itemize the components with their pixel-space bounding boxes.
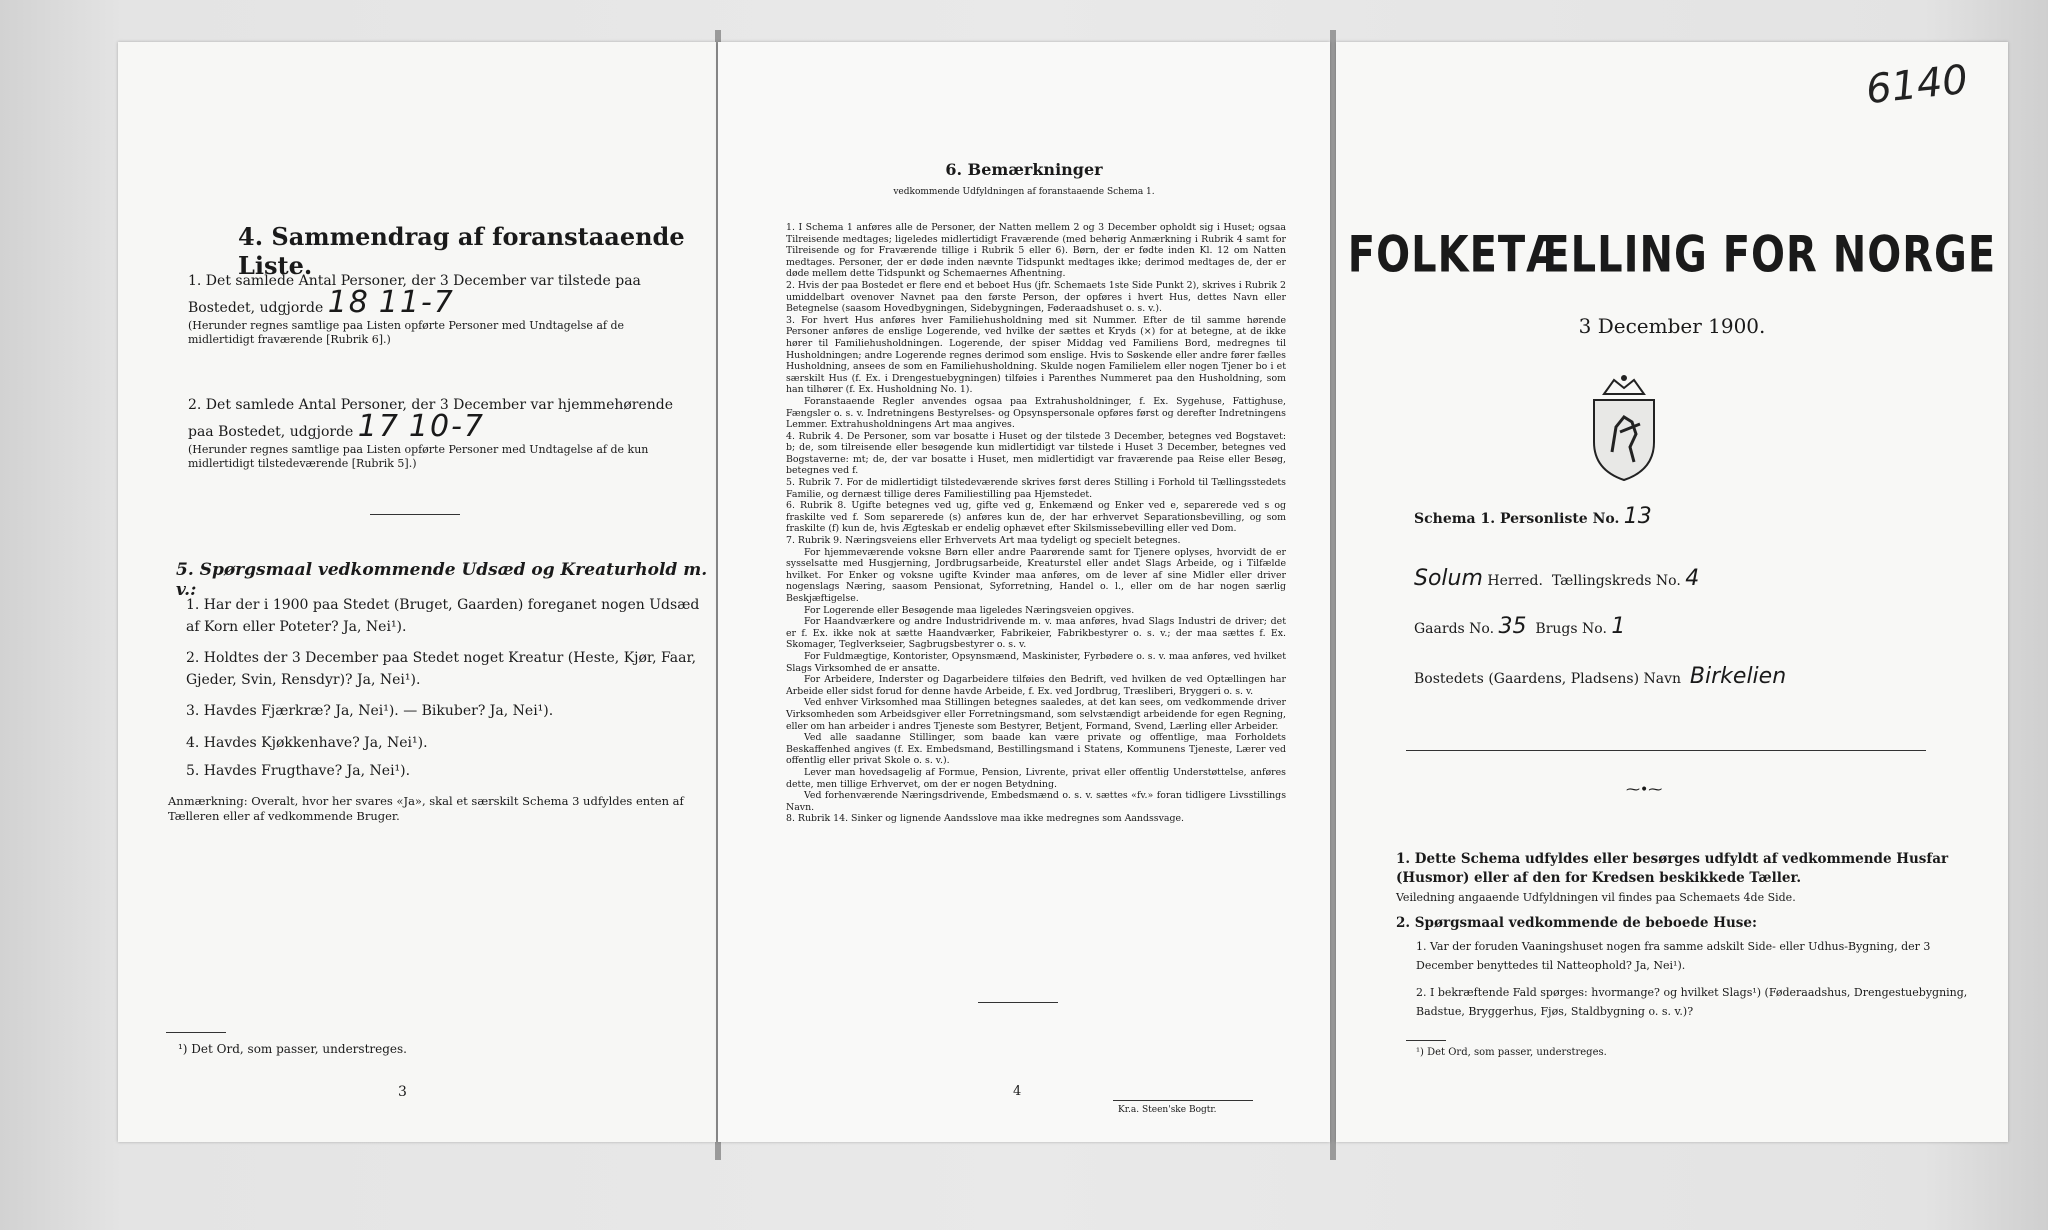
archive-number: 6140 — [1863, 56, 1970, 114]
bosted-value: Birkelien — [1689, 664, 1787, 689]
remark-paragraph: Lever man hovedsagelig af Formue, Pension, Livrente, privat eller offentlig Understøttelse, anføres dette, men tillige Erhvervet, om der er nogen Betydning. — [786, 766, 1286, 790]
footnote-rule — [1406, 1040, 1446, 1041]
instruction-2-text: 2. Spørgsmaal vedkommende de beboede Huse: — [1396, 915, 1757, 931]
remark-paragraph: Ved alle saadanne Stillinger, som baade kan være private og offentlige, maa Forholdets Beskaffenhed angives (f. Ex. Embedsmand, Bestillingsmand i Statens, Kommunens Tjeneste, Lærer ved offentlig eller privat Skole o. s. v.). — [786, 732, 1286, 767]
separator-line — [1406, 750, 1926, 751]
anmerkning: Anmærkning: Overalt, hvor her svares «Ja», skal et særskilt Schema 3 udfyldes enten af Tælleren eller af vedkommende Bruger. — [168, 794, 684, 823]
kreds-label: Tællingskreds No. — [1551, 573, 1681, 589]
remark-paragraph: 7. Rubrik 9. Næringsveiens eller Erhvervets Art maa tydeligt og specielt betegnes. — [786, 535, 1181, 547]
brugs-label: Brugs No. — [1535, 621, 1607, 637]
section5-q2: 2. Holdtes der 3 December paa Stedet noget Kreatur (Heste, Kjør, Faar, Gjeder, Svin, Rensdyr)? Ja, Nei¹). — [186, 650, 697, 688]
instruction-1-note: Veiledning angaaende Udfyldningen vil findes paa Schemaets 4de Side. — [1396, 891, 1796, 904]
instruction-2-q2: 2. I bekræftende Fald spørges: hvormange? og hvilket Slags¹) (Føderaadshus, Drengestuebygning, Badstue, Bryggerhus, Fjøs, Staldbygning o. s. v.)? — [1416, 986, 1968, 1018]
summary-q1-text: 1. Det samlede Antal Personer, der 3 December var tilstede paa Bostedet, udgjorde — [188, 273, 641, 316]
brugs-value: 1 — [1611, 614, 1626, 639]
gaards-label: Gaards No. — [1414, 621, 1495, 637]
section5-q1: 1. Har der i 1900 paa Stedet (Bruget, Gaarden) foreganet nogen Udsæd af Korn eller Poteter? Ja, Nei¹). — [186, 597, 700, 635]
summary-q2-value-a: 17 — [357, 409, 400, 444]
remark-paragraph: 5. Rubrik 7. For de midlertidigt tilstedeværende skrives først deres Stilling i Forhold til Tællingsstedets Familie, og dernæst tillige deres Familiestilling paa Hjemstedet. — [786, 477, 1286, 500]
herred-label: Herred. — [1487, 573, 1543, 589]
bosted-label: Bostedets (Gaardens, Pladsens) Navn — [1414, 671, 1682, 687]
summary-q2-text: 2. Det samlede Antal Personer, der 3 December var hjemmehørende paa Bostedet, udgjorde — [188, 397, 674, 440]
gaards-value: 35 — [1498, 614, 1527, 639]
summary-q2 — [188, 394, 688, 471]
section4-title: 4. Sammendrag af foranstaaende Liste. — [238, 222, 685, 280]
instruction-1-text: 1. Dette Schema udfyldes eller besørges udfyldt af vedkommende Husfar (Husmor) eller af den for Kredsen beskikkede Tæller. — [1396, 851, 1949, 886]
footnote: ¹) Det Ord, som passer, understreges. — [1416, 1047, 1607, 1058]
census-title: FOLKETÆLLING FOR NORGE — [1347, 226, 1997, 284]
remark-paragraph: 6. Rubrik 8. Ugifte betegnes ved ug, gifte ved g, Enkemænd og Enker ved e, separerede ved s og fraskilte ved f. Som separerede (s) anføres kun de, der har erhvervet Separationsbevilling, og som fraskilte (f) kun de, hvis Ægteskab er endelig ophævet efter Skilsmissebevilling eller ved Dom. — [786, 500, 1286, 535]
bosted-line — [1414, 664, 1786, 689]
remark-paragraph: For Arbeidere, Inderster og Dagarbeidere tilføies den Bedrift, ved hvilken de ved Optællingen har Arbeide eller sidst forud for denne havde Arbeide, f. Ex. ved Jordbrug, Træsliberi, Bryggeri o. s. v. — [786, 674, 1286, 697]
gaards-line — [1414, 614, 1625, 639]
footnote-rule — [166, 1032, 226, 1033]
summary-q2-value-b: 10-7 — [408, 409, 485, 444]
page-4 — [718, 42, 1330, 1142]
personliste-number: 13 — [1623, 504, 1652, 529]
summary-q1-value-a: 18 — [327, 285, 370, 320]
remark-paragraph: For Fuldmægtige, Kontorister, Opsynsmænd, Maskinister, Fyrbødere o. s. v. maa anføres, ved hvilket Slags Virksomhed de er ansatte. — [786, 650, 1286, 674]
herred-value: Solum — [1414, 566, 1483, 591]
remark-paragraph: 4. Rubrik 4. De Personer, som var bosatte i Huset og der tilstede 3 December, betegnes ved Bogstavet: b; de, som tilreisende eller besøgende kun midlertidigt var tilstede i Huset 3 December, betegnes ved Bogstaverne: mt; de, der var bosatte i Huset, men midlertidigt var fraværende paa Reise eller Besøg, betegnes ved f. — [786, 430, 1286, 477]
instruction-2 — [1396, 914, 1986, 1021]
section5-q4: 4. Havdes Kjøkkenhave? Ja, Nei¹). — [186, 735, 428, 751]
remark-paragraph: For Haandværkere og andre Industridrivende m. v. maa anføres, hvad Slags Industri de driver; det er f. Ex. ikke nok at sætte Haandværker, Fabrikeier, Fabrikbestyrer o. s. v.; der maa sættes f. Ex. Skomager, Teglverkseier, Sagbrugsbestyrer o. s. v. — [786, 616, 1286, 651]
divider — [978, 1002, 1058, 1003]
remark-paragraph: 1. I Schema 1 anføres alle de Personer, der Natten mellem 2 og 3 December opholdt sig i Huset; ogsaa Tilreisende medtages; ligeledes midlertidigt Fraværende (med behørig Anmærkning i Rubrik 4 samt for Tilreisende og for Fraværende tillige i Rubrik 5 eller 6). Børn, der er fødte inden Kl. 12 om Natten medtages. Personer, der er døde inden nævnte Tidspunkt medtages ikke; derimod medtages de, der er døde mellem dette Tidspunkt og Schemaernes Afhentning. — [786, 222, 1286, 280]
section5-title: 5. Spørgsmaal vedkommende Udsæd og Kreaturhold m. v.: — [176, 560, 708, 600]
kreds-value: 4 — [1685, 566, 1700, 591]
ornament-icon: ⁓•⁓ — [1626, 782, 1663, 798]
footnote: ¹) Det Ord, som passer, understreges. — [178, 1042, 407, 1056]
remark-paragraph: Foranstaaende Regler anvendes ogsaa paa Extrahusholdninger, f. Ex. Sygehuse, Fattighuse, Fængsler o. s. v. Indretningens Bestyrelses- og Opsynspersonale opføres først og derefter Indretningens Lemmer. Extrahusholdningens Art maa angives. — [786, 395, 1286, 431]
page-3 — [118, 42, 716, 1142]
section5-q5: 5. Havdes Frugthave? Ja, Nei¹). — [186, 763, 411, 779]
summary-q2-note: (Herunder regnes samtlige paa Listen opførte Personer med Undtagelse af de kun midlertidigt tilstedeværende [Rubrik 5].) — [188, 443, 649, 470]
summary-q1-note: (Herunder regnes samtlige paa Listen opførte Personer med Undtagelse af de midlertidigt fraværende [Rubrik 6].) — [188, 319, 625, 346]
section5-q3: 3. Havdes Fjærkræ? Ja, Nei¹). — Bikuber? Ja, Nei¹). — [186, 703, 554, 719]
remark-paragraph: 8. Rubrik 14. Sinker og lignende Aandsslove maa ikke medregnes som Aandssvage. — [786, 813, 1185, 825]
summary-q1 — [188, 270, 688, 347]
remarks-body — [786, 222, 1286, 825]
printer-rule — [1113, 1100, 1253, 1101]
remark-paragraph: 2. Hvis der paa Bostedet er flere end et beboet Hus (jfr. Schemaets 1ste Side Punkt 2), skrives i Rubrik 2 umiddelbart ovenover Navnet paa den første Person, der opføres i hvert Hus, dettes Navn eller Betegnelse (saasom Hovedbygningen, Sidebygningen, Føderaadshuset o. s. v.). — [786, 279, 1286, 315]
remark-paragraph: 3. For hvert Hus anføres hver Familiehusholdning med sit Nummer. Efter de til samme hørende Personer anføres de enslige Logerende, ved hvilke der sættes et Kryds (×) for at betegne, at de ikke hører til Familiehusholdningen. Logerende, der spiser Middag ved Familiens Bord, medregnes til Husholdningen; andre Logerende regnes derimod som enslige. Hvis to Søskende eller andre fører fælles Husholdning, ansees de som en Familiehusholdning. Skulde nogen Familielem eller nogen Tjener bo i et særskilt Hus (f. Ex. i Drengestuebygningen) tilføies i Parenthes Nummeret paa den Husholdning, som han tilhører (f. Ex. Husholdning No. 1). — [786, 314, 1286, 396]
cover-page — [1336, 42, 2008, 1142]
page-number: 4 — [1013, 1084, 1022, 1099]
remark-paragraph: For Logerende eller Besøgende maa ligeledes Næringsveien opgives. — [804, 604, 1135, 616]
summary-q1-value-b: 11-7 — [378, 285, 455, 320]
census-date: 3 December 1900. — [1578, 314, 1766, 338]
remark-paragraph: Ved enhver Virksomhed maa Stillingen betegnes saaledes, at det kan sees, om vedkommende driver Virksomheden som Arbeidsgiver eller Forretningsmand, som selvstændigt arbeidende for egen Regning, eller om han arbeider i andres Tjeneste som Bestyrer, Betjent, Formand, Svend, Lærling eller Arbeider. — [786, 697, 1286, 732]
printer-imprint: Kr.a. Steen'ske Bogtr. — [1118, 1105, 1217, 1115]
remarks-title: 6. Bemærkninger — [945, 160, 1103, 179]
instruction-1 — [1396, 850, 1986, 907]
schema-line — [1414, 504, 1652, 529]
remark-paragraph: For hjemmeværende voksne Børn eller andre Paarørende samt for Tjenere oplyses, hvorvidt de er sysselsatte med Husgjerning, Jordbrugsarbeide, Kreaturstel eller andet Slags Arbeide, og i Tilfælde hvilket. For Enker og voksne ugifte Kvinder maa anføres, om de lever af sine Midler eller driver nogenslags Næring, saasom Pensionat, Syforretning, Handel o. l., eller om de har nogen særlig Beskjæftigelse. — [786, 546, 1286, 604]
remark-paragraph: Ved forhenværende Næringsdrivende, Embedsmænd o. s. v. sættes «fv.» foran tidligere Livsstillings Navn. — [786, 790, 1286, 813]
instruction-2-q1: 1. Var der foruden Vaaningshuset nogen fra samme adskilt Side- eller Udhus-Bygning, der 3 December benyttedes til Natteophold? Ja, Nei¹). — [1416, 940, 1931, 972]
coat-of-arms-icon — [1584, 372, 1664, 482]
divider — [370, 514, 460, 515]
herred-line — [1414, 566, 1699, 591]
schema-label: Schema 1. Personliste No. — [1414, 511, 1620, 527]
page-number: 3 — [398, 1084, 407, 1100]
remarks-subtitle: vedkommende Udfyldningen af foranstaaende Schema 1. — [893, 187, 1155, 197]
